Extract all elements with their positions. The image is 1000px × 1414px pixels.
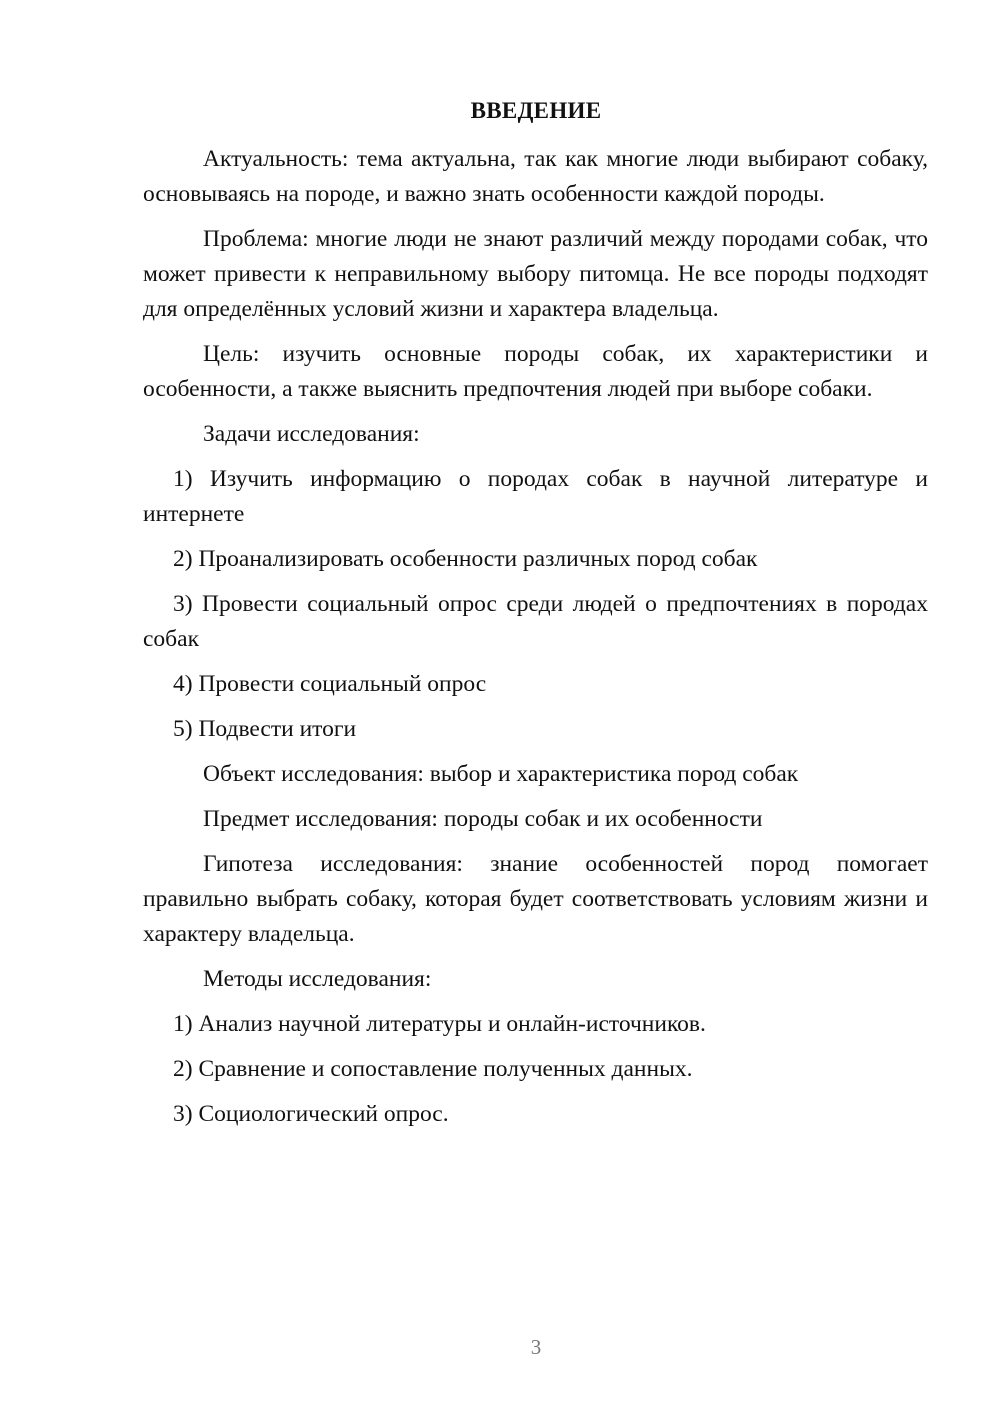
method-item-3: 3) Социологический опрос.: [173, 1101, 449, 1127]
task-item-1: 1) Изучить информацию о породах собак в научной литературе и интернете: [143, 466, 928, 527]
problem-paragraph: Проблема: многие люди не знают различий между породами собак, что может привести к неправильному выбору питомца. Не все породы подходят для определённых условий жизни и характера владельца.: [143, 226, 928, 322]
research-subject: Предмет исследования: породы собак и их особенности: [203, 806, 763, 832]
task-item-4: 4) Провести социальный опрос: [173, 671, 487, 697]
task-item-3: 3) Провести социальный опрос среди людей о предпочтениях в породах собак: [143, 591, 928, 652]
method-item-1: 1) Анализ научной литературы и онлайн-источников.: [173, 1011, 706, 1037]
goal-paragraph: Цель: изучить основные породы собак, их характеристики и особенности, а также выяснить предпочтения людей при выборе собаки.: [143, 341, 928, 402]
page-number: 3: [530, 1335, 542, 1359]
relevance-paragraph: Актуальность: тема актуальна, так как многие люди выбирают собаку, основываясь на породе, и важно знать особенности каждой породы.: [143, 146, 928, 207]
research-hypothesis: Гипотеза исследования: знание особенностей пород помогает правильно выбрать собаку, которая будет соответствовать условиям жизни и характеру владельца.: [143, 851, 928, 947]
methods-heading: Методы исследования:: [203, 966, 432, 992]
task-item-2: 2) Проанализировать особенности различных пород собак: [173, 546, 758, 572]
page-title: ВВЕДЕНИЕ: [470, 98, 602, 123]
document-body: [143, 142, 928, 1142]
research-object: Объект исследования: выбор и характеристика пород собак: [203, 761, 799, 787]
method-item-2: 2) Сравнение и сопоставление полученных данных.: [173, 1056, 693, 1082]
task-item-5: 5) Подвести итоги: [173, 716, 357, 742]
tasks-heading: Задачи исследования:: [203, 421, 420, 447]
